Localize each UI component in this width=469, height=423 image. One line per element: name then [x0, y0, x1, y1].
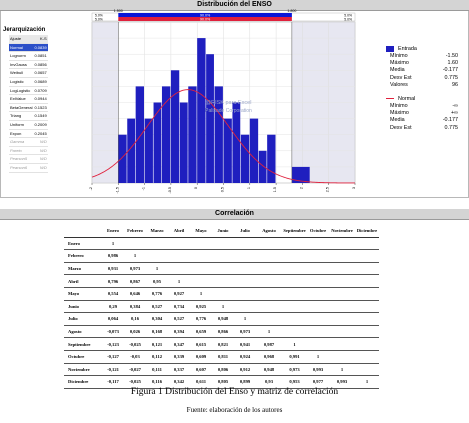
fit-name: Pareto	[9, 146, 33, 155]
histogram-bar	[224, 119, 232, 183]
corr-col-header: Mayo	[190, 225, 212, 237]
corr-cell	[355, 313, 379, 326]
corr-cell: 0,112	[146, 350, 168, 363]
stat-label: Mínimo	[390, 102, 408, 109]
corr-cell	[329, 275, 355, 288]
stat-value: -1.50	[445, 53, 458, 59]
stat-row	[386, 103, 458, 110]
corr-cell	[282, 313, 307, 326]
corr-row	[64, 300, 379, 313]
corr-cell: 0,925	[190, 300, 212, 313]
histogram-bar	[180, 103, 188, 184]
corr-cell: 0,111	[146, 363, 168, 376]
correlation-matrix	[64, 225, 379, 389]
corr-cell: 0,95	[146, 275, 168, 288]
corr-cell: 1	[102, 237, 124, 250]
corr-cell	[256, 250, 282, 263]
corr-row	[64, 250, 379, 263]
fit-name: Pearson6	[9, 163, 33, 172]
corr-cell	[329, 325, 355, 338]
corr-cell: 0,993	[329, 376, 355, 389]
corr-cell	[355, 338, 379, 351]
corr-cell: 0,987	[256, 338, 282, 351]
stat-label: Máximo	[390, 110, 409, 117]
corr-cell: -0,073	[102, 325, 124, 338]
corr-cell: 1	[329, 363, 355, 376]
legend-entrada-label: Entrada	[398, 46, 417, 52]
corr-row	[64, 237, 379, 250]
normal-swatch	[386, 98, 394, 99]
fit-value: 0.0657	[33, 69, 47, 78]
fit-name: Triang	[9, 112, 33, 121]
distribution-title: Distribución del ENSO	[0, 0, 469, 11]
corr-cell: 1	[212, 300, 234, 313]
corr-row	[64, 287, 379, 300]
legend-normal-label: Normal	[398, 95, 416, 102]
corr-cell	[256, 262, 282, 275]
corr-cell: 0,554	[102, 287, 124, 300]
x-tick-label: 1.5	[273, 187, 278, 193]
corr-cell: 0,993	[307, 363, 329, 376]
corr-cell: -0,127	[102, 350, 124, 363]
corr-cell: -0,025	[124, 338, 146, 351]
corr-cell: -0,025	[124, 376, 146, 389]
corr-cell: 1	[355, 376, 379, 389]
corr-row	[64, 313, 379, 326]
corr-cell	[282, 275, 307, 288]
x-tick-label: 2	[299, 187, 304, 190]
corr-cell	[190, 250, 212, 263]
corr-row-label: Julio	[64, 313, 102, 326]
corr-cell: 0,659	[190, 325, 212, 338]
corr-cell: 0,304	[146, 313, 168, 326]
corr-cell: -0,123	[102, 338, 124, 351]
x-tick-label: 3	[352, 187, 356, 190]
corr-cell	[329, 287, 355, 300]
corr-cell: 0,064	[102, 313, 124, 326]
corr-cell: 1	[282, 338, 307, 351]
corr-cell: 0,16	[124, 313, 146, 326]
corr-cell	[355, 237, 379, 250]
stat-value: +∞	[451, 110, 458, 117]
corr-cell: 0,931	[102, 262, 124, 275]
corr-cell: 0,796	[102, 275, 124, 288]
corr-cell	[355, 250, 379, 263]
corr-cell	[282, 250, 307, 263]
stat-value: 96	[452, 81, 458, 88]
corr-cell: -0,027	[124, 363, 146, 376]
corr-row	[64, 275, 379, 288]
corr-cell	[307, 287, 329, 300]
fit-value: 0.0944	[33, 95, 47, 104]
legend-entrada	[386, 45, 458, 53]
fit-name: Normal	[9, 43, 33, 52]
stat-row	[386, 110, 458, 117]
histogram-bar	[267, 135, 275, 183]
fit-header-cell: K-S	[33, 35, 47, 43]
corr-cell: 0,116	[146, 376, 168, 389]
corr-col-header: Junio	[212, 225, 234, 237]
corr-cell	[307, 275, 329, 288]
corr-cell	[212, 287, 234, 300]
corr-cell: -0,117	[102, 376, 124, 389]
histogram-bar	[188, 86, 196, 183]
stat-row	[386, 117, 458, 124]
stat-value: 1.60	[447, 60, 458, 67]
corr-cell: 0,805	[212, 376, 234, 389]
corr-corner	[64, 225, 102, 237]
corr-cell: 0,986	[102, 250, 124, 263]
corr-col-header: Enero	[102, 225, 124, 237]
corr-cell	[282, 300, 307, 313]
corr-col-header: Agosto	[256, 225, 282, 237]
fit-value: 0.0689	[33, 77, 47, 86]
corr-row-label: Septiembre	[64, 338, 102, 351]
corr-cell	[307, 325, 329, 338]
corr-cell: 0,948	[256, 363, 282, 376]
corr-col-header: Noviembre	[329, 225, 355, 237]
histogram-bar	[259, 151, 267, 183]
fit-name: Weibull	[9, 69, 33, 78]
corr-cell: 0,977	[307, 376, 329, 389]
band-left-value: 1.500	[113, 8, 123, 13]
corr-cell: 1	[307, 350, 329, 363]
corr-cell	[307, 300, 329, 313]
watermark-line-1: @RISK para Excel	[205, 100, 252, 106]
corr-cell: 0,29	[102, 300, 124, 313]
corr-row-label: Abril	[64, 275, 102, 288]
corr-cell: 0,953	[282, 376, 307, 389]
corr-cell: 0,941	[234, 338, 256, 351]
corr-cell: 0,973	[282, 363, 307, 376]
fit-value: 0.0856	[33, 60, 47, 69]
band-top-lpct: 5.0%	[95, 13, 103, 18]
corr-cell	[355, 287, 379, 300]
corr-cell	[329, 262, 355, 275]
corr-cell: 0,93	[256, 376, 282, 389]
corr-cell: -0,03	[124, 350, 146, 363]
corr-cell	[329, 350, 355, 363]
corr-cell: 0,821	[212, 338, 234, 351]
corr-cell	[212, 250, 234, 263]
corr-col-header: Febrero	[124, 225, 146, 237]
corr-col-header: Marzo	[146, 225, 168, 237]
corr-cell	[282, 287, 307, 300]
corr-cell: 0,912	[234, 363, 256, 376]
corr-cell	[168, 262, 190, 275]
corr-cell	[190, 275, 212, 288]
corr-cell	[355, 262, 379, 275]
stat-row	[386, 82, 458, 89]
corr-cell	[282, 262, 307, 275]
watermark-line-2: Palisade Corporation	[205, 108, 252, 114]
corr-cell: 0,337	[168, 363, 190, 376]
corr-cell	[234, 237, 256, 250]
band-right-value: 1.800	[287, 8, 297, 13]
corr-cell	[256, 275, 282, 288]
histogram-bar	[136, 86, 144, 183]
corr-row-label: Noviembre	[64, 363, 102, 376]
corr-cell	[256, 287, 282, 300]
histogram-bar	[241, 135, 249, 183]
corr-cell: 1	[146, 262, 168, 275]
fit-value: 0.0839	[33, 43, 47, 52]
corr-cell	[329, 250, 355, 263]
corr-cell: 0,607	[190, 363, 212, 376]
corr-cell	[256, 237, 282, 250]
corr-cell	[146, 237, 168, 250]
corr-cell	[282, 237, 307, 250]
correlation-title: Correlación	[0, 209, 469, 220]
stat-row	[386, 53, 458, 60]
entrada-swatch	[386, 46, 394, 52]
stat-value: -0.177	[442, 117, 458, 124]
histogram-bar	[118, 135, 126, 183]
corr-cell	[307, 250, 329, 263]
stat-row	[386, 75, 458, 82]
corr-cell	[168, 237, 190, 250]
stat-value: 0.775	[444, 74, 458, 81]
fit-name: ExtValue	[9, 95, 33, 104]
histogram-bar	[154, 103, 162, 184]
corr-cell: 1	[124, 250, 146, 263]
corr-cell: 0,527	[168, 313, 190, 326]
corr-cell: -0,121	[102, 363, 124, 376]
corr-cell	[256, 313, 282, 326]
corr-cell: 0,948	[212, 313, 234, 326]
corr-cell	[234, 262, 256, 275]
corr-cell	[307, 313, 329, 326]
corr-cell: 0,342	[168, 376, 190, 389]
corr-col-header: Octubre	[307, 225, 329, 237]
band-mid-right: 5.0%	[344, 17, 352, 22]
x-tick-label: -0.5	[167, 187, 172, 194]
corr-cell: 1	[256, 325, 282, 338]
x-tick-label: 2.5	[325, 187, 330, 193]
corr-cell: 1	[168, 275, 190, 288]
corr-cell	[168, 250, 190, 263]
fit-name: Uniform	[9, 120, 33, 129]
corr-row	[64, 350, 379, 363]
fit-value: 0.1549	[33, 112, 47, 121]
corr-cell	[212, 275, 234, 288]
corr-cell: 0,973	[124, 262, 146, 275]
fit-value: 0.2045	[33, 129, 47, 138]
x-tick-label: 0	[194, 187, 199, 190]
corr-cell	[212, 262, 234, 275]
stat-label: Máximo	[390, 60, 409, 67]
band-top-mid: 90.0%	[199, 13, 211, 18]
band-mid-left: 5.0%	[95, 17, 103, 22]
corr-cell	[146, 250, 168, 263]
corr-cell	[329, 313, 355, 326]
x-tick-label: -2	[89, 187, 93, 191]
fit-value: 0.1523	[33, 103, 47, 112]
corr-cell: 0,734	[168, 300, 190, 313]
corr-row	[64, 363, 379, 376]
histogram-bar	[232, 103, 240, 184]
corr-row	[64, 262, 379, 275]
corr-cell: 0,527	[146, 300, 168, 313]
corr-cell	[329, 300, 355, 313]
fit-value: N/D	[33, 146, 47, 155]
stat-value: -∞	[452, 102, 458, 109]
corr-row-label: Febrero	[64, 250, 102, 263]
fit-ranking-title: Jerarquización	[3, 27, 46, 33]
corr-cell	[190, 262, 212, 275]
corr-cell	[355, 325, 379, 338]
x-tick-label: 0.5	[220, 187, 225, 193]
corr-cell	[190, 237, 212, 250]
corr-cell: 0,973	[234, 325, 256, 338]
corr-cell	[307, 262, 329, 275]
corr-row-label: Octubre	[64, 350, 102, 363]
corr-cell: 0,927	[168, 287, 190, 300]
x-tick-label: -1	[141, 187, 146, 191]
corr-cell: 0,776	[146, 287, 168, 300]
corr-cell: 0,991	[282, 350, 307, 363]
corr-cell	[355, 275, 379, 288]
corr-cell	[212, 237, 234, 250]
fit-name: LogLogistic	[9, 86, 33, 95]
stats-panel	[386, 45, 458, 132]
histogram-bar	[250, 119, 258, 183]
fit-value: 0.0709	[33, 86, 47, 95]
fit-name: Expon	[9, 129, 33, 138]
corr-cell: 0,609	[190, 350, 212, 363]
fit-name: Pearson5	[9, 155, 33, 164]
corr-cell: 0,806	[212, 363, 234, 376]
corr-cell: 0,347	[168, 338, 190, 351]
stat-row	[386, 60, 458, 67]
corr-cell: 0,866	[212, 325, 234, 338]
stat-label: Valores	[390, 81, 408, 88]
band-mid-mid: 90.0%	[199, 17, 211, 22]
corr-row-label: Enero	[64, 237, 102, 250]
corr-cell: 0,646	[124, 287, 146, 300]
x-tick-label: 1	[246, 187, 251, 190]
stat-label: Media	[390, 67, 405, 74]
stat-value: -0.177	[442, 67, 458, 74]
corr-cell: 0,384	[124, 300, 146, 313]
fit-value: 0.2009	[33, 120, 47, 129]
corr-cell	[355, 350, 379, 363]
fit-name: BetaGeneral	[9, 103, 33, 112]
corr-row	[64, 325, 379, 338]
corr-row-label: Marzo	[64, 262, 102, 275]
x-tick-label: -1.5	[115, 187, 120, 194]
histogram-bar	[162, 86, 170, 183]
corr-cell	[355, 363, 379, 376]
corr-cell: 0,611	[190, 376, 212, 389]
corr-col-header: Julio	[234, 225, 256, 237]
corr-cell: 0,968	[256, 350, 282, 363]
corr-cell	[307, 338, 329, 351]
fit-name: Lognorm	[9, 52, 33, 61]
fit-value: N/D	[33, 138, 47, 147]
corr-cell: 0,339	[168, 350, 190, 363]
fit-value: N/D	[33, 155, 47, 164]
corr-cell: 0,899	[234, 376, 256, 389]
figure-source: Fuente: elaboración de los autores	[186, 406, 283, 414]
fit-name: Gamma	[9, 138, 33, 147]
corr-cell: 0,867	[124, 275, 146, 288]
corr-col-header: Abril	[168, 225, 190, 237]
corr-cell: 0,121	[146, 338, 168, 351]
corr-cell	[282, 325, 307, 338]
corr-row-label: Diciembre	[64, 376, 102, 389]
stat-label: Desv Est	[390, 74, 412, 81]
figure-caption: Figura 1 Distribución del Enso y matriz de correlación	[130, 387, 339, 397]
corr-cell	[234, 250, 256, 263]
band-top-rpct: 5.0%	[344, 13, 352, 18]
corr-col-header: Septiembre	[282, 225, 307, 237]
corr-cell: 0,168	[146, 325, 168, 338]
corr-cell	[234, 300, 256, 313]
fit-value: 0.0851	[33, 52, 47, 61]
stat-value: 0.775	[444, 124, 458, 131]
corr-cell	[124, 237, 146, 250]
corr-row	[64, 338, 379, 351]
corr-cell	[234, 287, 256, 300]
corr-row-label: Junio	[64, 300, 102, 313]
corr-cell: 0,924	[234, 350, 256, 363]
histogram-bar	[171, 70, 179, 183]
stat-label: Mínimo	[390, 53, 408, 59]
corr-cell: 0,394	[168, 325, 190, 338]
corr-cell	[355, 300, 379, 313]
corr-row-label: Agosto	[64, 325, 102, 338]
corr-cell	[234, 275, 256, 288]
fit-name: InvGauss	[9, 60, 33, 69]
stat-row	[386, 67, 458, 74]
stat-row	[386, 125, 458, 132]
corr-row-label: Mayo	[64, 287, 102, 300]
corr-cell: 1	[234, 313, 256, 326]
corr-col-header: Diciembre	[355, 225, 379, 237]
corr-cell: 0,776	[190, 313, 212, 326]
fit-value: N/D	[33, 163, 47, 172]
legend-normal	[386, 95, 458, 103]
corr-cell: 0,811	[212, 350, 234, 363]
corr-cell	[329, 338, 355, 351]
corr-cell	[307, 237, 329, 250]
corr-cell: 0,026	[124, 325, 146, 338]
fit-name: Logistic	[9, 77, 33, 86]
stat-label: Desv Est	[390, 124, 412, 131]
corr-cell	[256, 300, 282, 313]
histogram-bar	[206, 54, 214, 183]
corr-cell	[329, 237, 355, 250]
stat-label: Media	[390, 117, 405, 124]
corr-cell: 0,615	[190, 338, 212, 351]
fit-header-cell: Ajuste	[9, 35, 33, 43]
corr-cell: 1	[190, 287, 212, 300]
